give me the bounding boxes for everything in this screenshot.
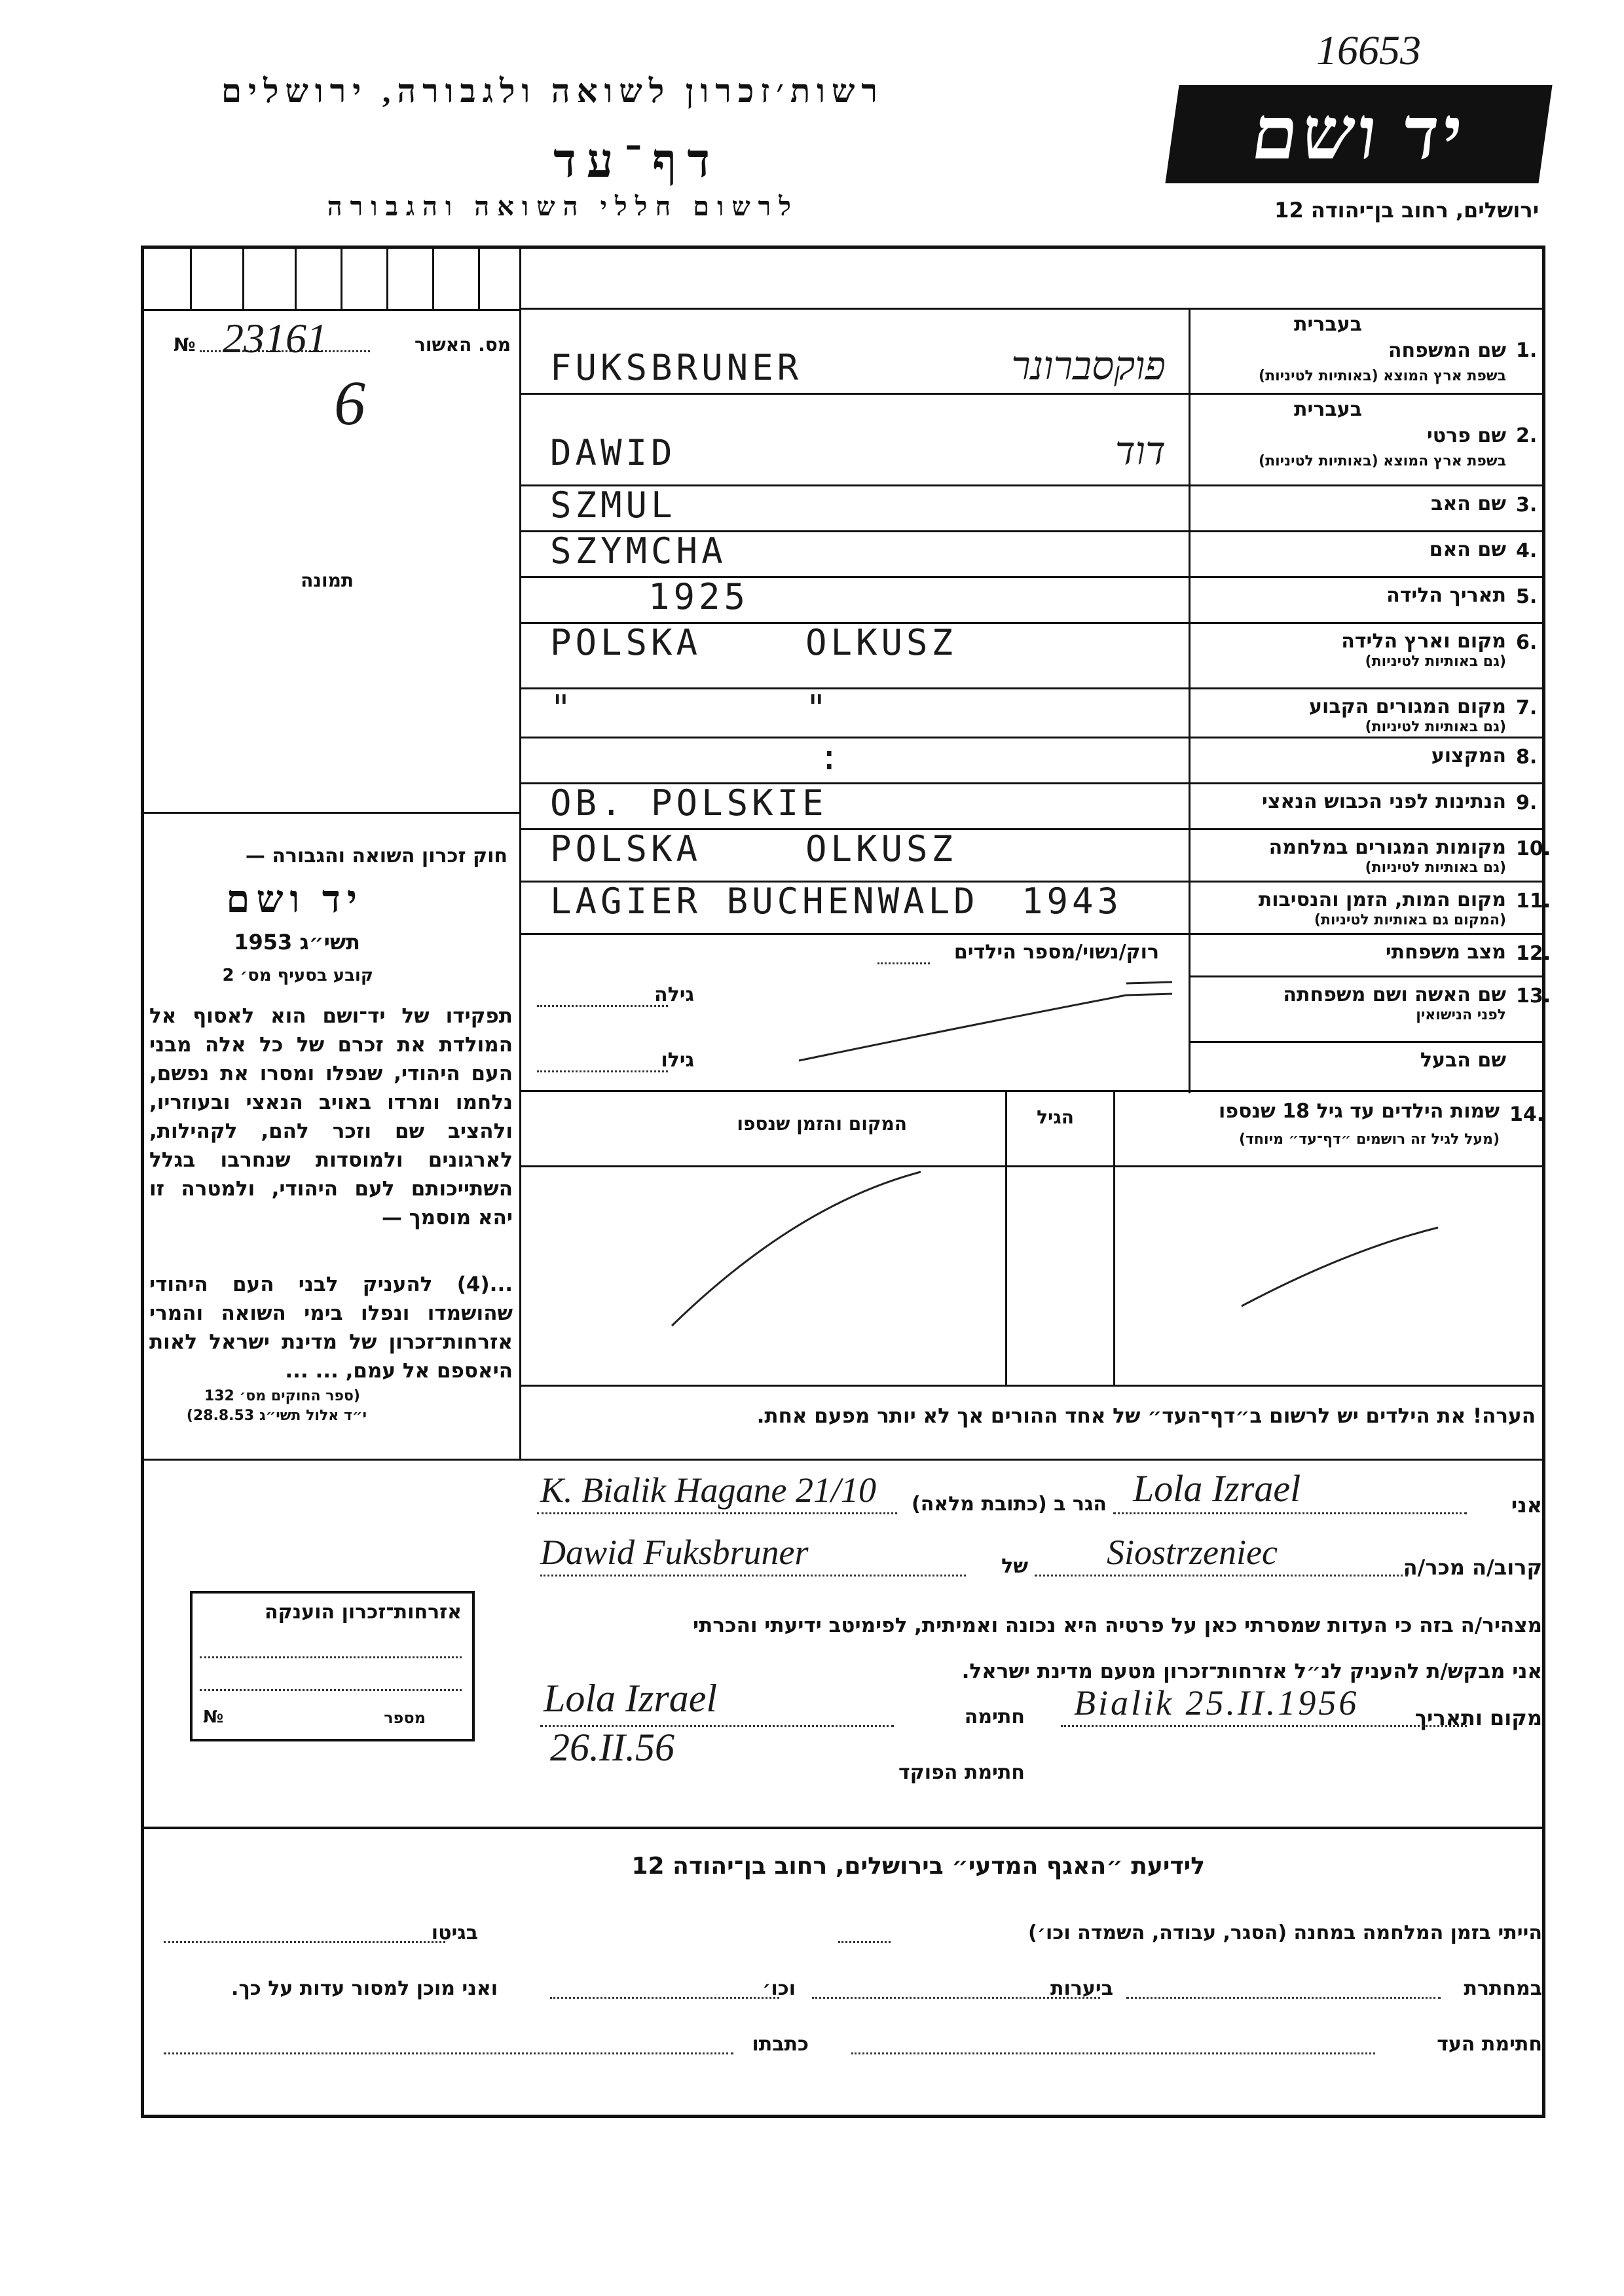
strike-dash-2 [1126,994,1172,995]
strike-wife [799,995,1126,1061]
field-value-2: OLKUSZ [805,622,957,663]
field-label: שם האב [1431,492,1506,515]
field-sublabel: בשפת ארץ המוצא (באותיות לטיניות) [1259,368,1506,384]
field-label: מקום המות, הזמן והנסיבות [1258,888,1506,911]
form-subtitle: לרשום חללי השואה והגבורה [327,192,799,221]
decl-resident-label: הגר ב (כתובת מלאה) [911,1493,1107,1516]
decl-relative-label: קרוב/ה מכר/ה [1403,1555,1542,1580]
footer-line2-a: במחתרת [1464,1977,1542,2000]
citizenship-box-title: אזרחות־זכרון הוענקה [264,1601,462,1624]
field-number: 11. [1516,890,1551,913]
field-value: 1925 [648,576,750,617]
field-value: SZMUL [550,484,676,526]
field-number: 7. [1516,697,1538,720]
footer-line2-d: ואני מוכן למסור עדות על כך. [231,1977,498,2000]
field-value: : [819,737,844,778]
decl-resident-value: K. Bialik Hagane 21/10 [540,1470,876,1510]
decl-ani: אני [1511,1493,1542,1518]
children-title: שמות הילדים עד גיל 18 שנספו [1219,1100,1500,1123]
field-sublabel: בשפת ארץ המוצא (באותיות לטיניות) [1259,453,1506,469]
strike-right [1242,1228,1438,1306]
field-value-2: 1943 [1022,881,1123,922]
address: ירושלים, רחוב בן־יהודה 12 [1274,198,1539,223]
cert-number-sign: № [174,334,196,355]
field-value: FUKSBRUNER [550,347,803,388]
field-value-dots [877,962,930,964]
field-value-label: גילה [654,983,694,1006]
citizenship-number-label: מספר [384,1709,426,1727]
children-subtitle: (מעל לגיל זה רושמים ״דף־עד״ מיוחד) [1238,1131,1500,1148]
field-label: מקום המגורים הקבוע [1309,695,1506,718]
form-title: דף־עד [553,135,720,187]
field-sublabel: (המקום גם באותיות לטיניות) [1314,912,1506,928]
field-value: " [550,687,576,729]
field-sublabel: (גם באותיות לטיניות) [1365,860,1506,876]
cert-number: 23161 [223,315,327,361]
field-label: שם הבעל [1420,1049,1506,1072]
field-label: מקום וארץ הלידה [1341,630,1506,653]
decl-of-label: של [1001,1555,1028,1578]
footer-divider [144,1827,1542,1829]
field-value-label: רוק/נשוי/מספר הילדים [953,941,1159,964]
field-number: 13. [1516,985,1551,1008]
field-label: שם המשפחה [1388,339,1506,362]
footer-line1-b: בגיטו [431,1922,478,1944]
photo-label: תמונה [301,570,354,591]
law-title: חוק זכרון השואה והגבורה — [245,845,507,867]
org-line: רשות׳זכרון לשואה ולגבורה, ירושלים [221,73,884,109]
law-date: י״ד אלול תשי״ג 28.8.53) [186,1408,367,1424]
field-value-2: OLKUSZ [805,828,957,869]
yad-vashem-logo [1165,85,1552,183]
law-ref: (ספר החוקים מס׳ 132 [204,1388,360,1404]
field-row-divider [521,933,1543,935]
field-sublabel: (גם באותיות לטיניות) [1365,653,1506,670]
footer-line3-b: כתבתו [752,2033,809,2056]
top-strip [144,249,521,311]
field-label: תאריך הלידה [1386,584,1506,607]
field-value-2: " [805,687,831,729]
field-sublabel: לפני הנישואין [1416,1007,1506,1023]
field-label: שם האשה ושם משפחתה [1283,983,1506,1006]
note: הערה! את הילדים יש לרשום ב״דף־העד״ של אחד ההורים אך לא יותר מפעם אחת. [756,1404,1536,1428]
decl-officer-value: 26.II.56 [550,1726,674,1769]
field-label: מקומות המגורים במלחמה [1268,836,1506,859]
law-logo: יד ושם [226,878,363,920]
field-number: 5. [1516,585,1538,608]
children-place-header: המקום והזמן שנספו [737,1113,907,1135]
field-row-divider [521,393,1543,395]
law-text: תפקידו של יד־ושם הוא לאסוף אל המולדת את זכרם של כל אלה מבני העם היהודי, שנפלו ומסרו את נפשם, נלחמו ומרדו באויב הנאצי ובעוזריו, ולהציב שם וזכר להם, לקהילות, לארגונים ולמוסדות שנחרבו בגלל השתייכותם לעם היהודי, ולמטרה זו יהא מוסמך — [149,1004,513,1230]
field-number: 9. [1516,792,1538,814]
decl-relative-value: Siostrzeniec [1107,1533,1278,1572]
field-value-hebrew: דוד [1115,429,1166,473]
children-num: 14. [1509,1103,1545,1126]
field-value: OB. POLSKIE [550,782,828,824]
decl-of-value: Dawid Fuksbruner [540,1533,809,1572]
decl-statement: מצהיר/ה בזה כי העדות שמסרתי כאן על פרטיה היא נכונה ואמיתית, לפימיטב ידיעתי והכרתי [693,1614,1542,1637]
field-label: שם פרטי [1426,424,1506,447]
strike-dash-1 [1126,982,1172,983]
footer-line2-b: ביערות [1050,1977,1113,2000]
decl-signature-label: חתימה [964,1705,1025,1728]
field-label: מצב משפחתי [1385,941,1506,964]
field-value: SZYMCHA [550,530,727,572]
field-value: DAWID [550,432,676,473]
footer-line2-c: וכו׳ [762,1977,796,2000]
children-age-header: הגיל [1037,1106,1074,1128]
field-value-dots [537,1070,668,1072]
field-sublabel: (גם באותיות לטיניות) [1365,719,1506,735]
field-row-divider [521,687,1543,689]
field-label: הנתינות לפני הכבוש הנאצי [1262,790,1506,813]
field-number: 8. [1516,746,1538,769]
law-text-2: ...(4) להעניק לבני העם היהודי שהושמדו ונפלו בימי השואה והמרי אזרחות־זכרון של מדינת ישראל לאות היאספם אל עמם, ... ... [149,1273,513,1383]
field-value-hebrew: פוקסברונר [1011,344,1166,388]
law-clause: קובע בסעיף מס׳ 2 [222,966,373,985]
field-label: שם האם [1429,538,1506,561]
logo-text: יד ושם [1246,94,1471,175]
spouse-strike-marks [720,975,1310,1106]
archive-number: 16653 [1316,27,1421,73]
field-value: POLSKA [550,622,702,663]
photo-area [144,308,519,814]
field-number: 12. [1516,942,1551,965]
decl-officer-label: חתימת הפוקד [898,1761,1025,1784]
field-value-dots [537,1005,668,1007]
strike-left [672,1172,921,1326]
field-number: 10. [1516,837,1551,860]
children-strike-marks [521,1165,1543,1385]
field-number: 4. [1516,539,1538,562]
field-number: 3. [1516,494,1538,517]
field-lang-label: בעברית [1294,313,1362,336]
footer-line3-a: חתימת העד [1437,2033,1542,2056]
footer-title: לידיעת ״האגף המדעי״ בירושלים, רחוב בן־יהודה 12 [631,1853,1205,1880]
field-value-label: גילו [661,1049,694,1072]
field-value: POLSKA [550,828,702,869]
decl-signature-value: Lola Izrael [544,1677,718,1720]
decl-place-date-value: Bialik 25.II.1956 [1074,1683,1359,1722]
field-value: LAGIER BUCHENWALD [550,881,979,922]
citizenship-number-sign: № [203,1707,224,1727]
field-row-divider [521,737,1543,738]
cert-label: מס. האשור [415,334,511,355]
decl-ani-value: Lola Izrael [1133,1467,1301,1510]
field-number: 2. [1516,424,1538,447]
law-year: תשי״ג 1953 [234,930,360,955]
decl-place-date-label: מקום ותאריך [1414,1705,1542,1730]
cert-suffix: 6 [334,368,365,438]
field-number: 6. [1516,631,1538,654]
footer-line1-a: הייתי בזמן המלחמה במחנה (הסגר, עבודה, השמדה וכו׳) [1028,1922,1542,1944]
decl-request: אני מבקש/ת להעניק לנ״ל אזרחות־זכרון מטעם מדינת ישראל. [961,1660,1542,1683]
field-number: 1. [1516,339,1538,362]
field-lang-label: בעברית [1294,398,1362,421]
field-label: המקצוע [1431,744,1506,767]
